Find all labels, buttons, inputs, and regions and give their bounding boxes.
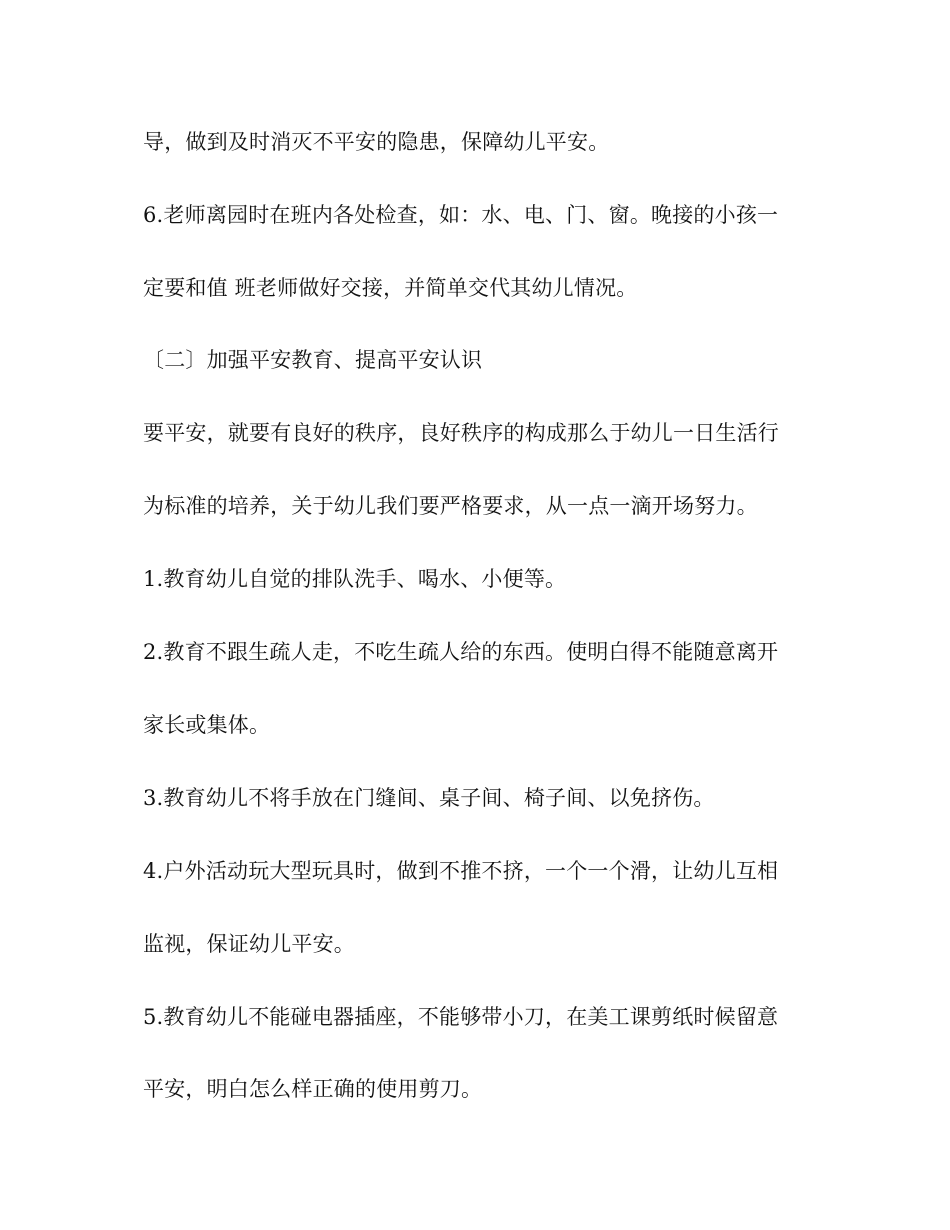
text-line: 定要和值 班老师做好交接，并简单交代其幼儿情况。 — [143, 276, 638, 300]
text-line: 导，做到及时消灭不平安的隐患，保障幼儿平安。 — [143, 130, 610, 154]
text-line: 为标准的培养，关于幼儿我们要严格要求，从一点一滴开场努力。 — [143, 494, 758, 518]
list-item: 2.教育不跟生疏人走，不吃生疏人给的东西。使明白得不能随意离开 — [143, 640, 779, 664]
text-line: 要平安，就要有良好的秩序，良好秩序的构成那么于幼儿一日生活行 — [143, 421, 779, 445]
list-item: 1.教育幼儿自觉的排队洗手、喝水、小便等。 — [143, 567, 567, 591]
section-heading: 〔二〕加强平安教育、提高平安认识 — [143, 348, 483, 372]
text-line: 监视，保证幼儿平安。 — [143, 932, 355, 956]
list-item: 3.教育幼儿不将手放在门缝间、桌子间、椅子间、以免挤伤。 — [143, 786, 715, 810]
list-item: 4.户外活动玩大型玩具时，做到不推不挤，一个一个滑，让幼儿互相 — [143, 859, 779, 883]
text-line: 平安，明白怎么样正确的使用剪刀。 — [143, 1077, 483, 1101]
text-line: 6.老师离园时在班内各处检查，如：水、电、门、窗。晚接的小孩一 — [143, 203, 779, 227]
text-line: 家长或集体。 — [143, 713, 271, 737]
list-item: 5.教育幼儿不能碰电器插座，不能够带小刀，在美工课剪纸时候留意 — [143, 1005, 779, 1029]
